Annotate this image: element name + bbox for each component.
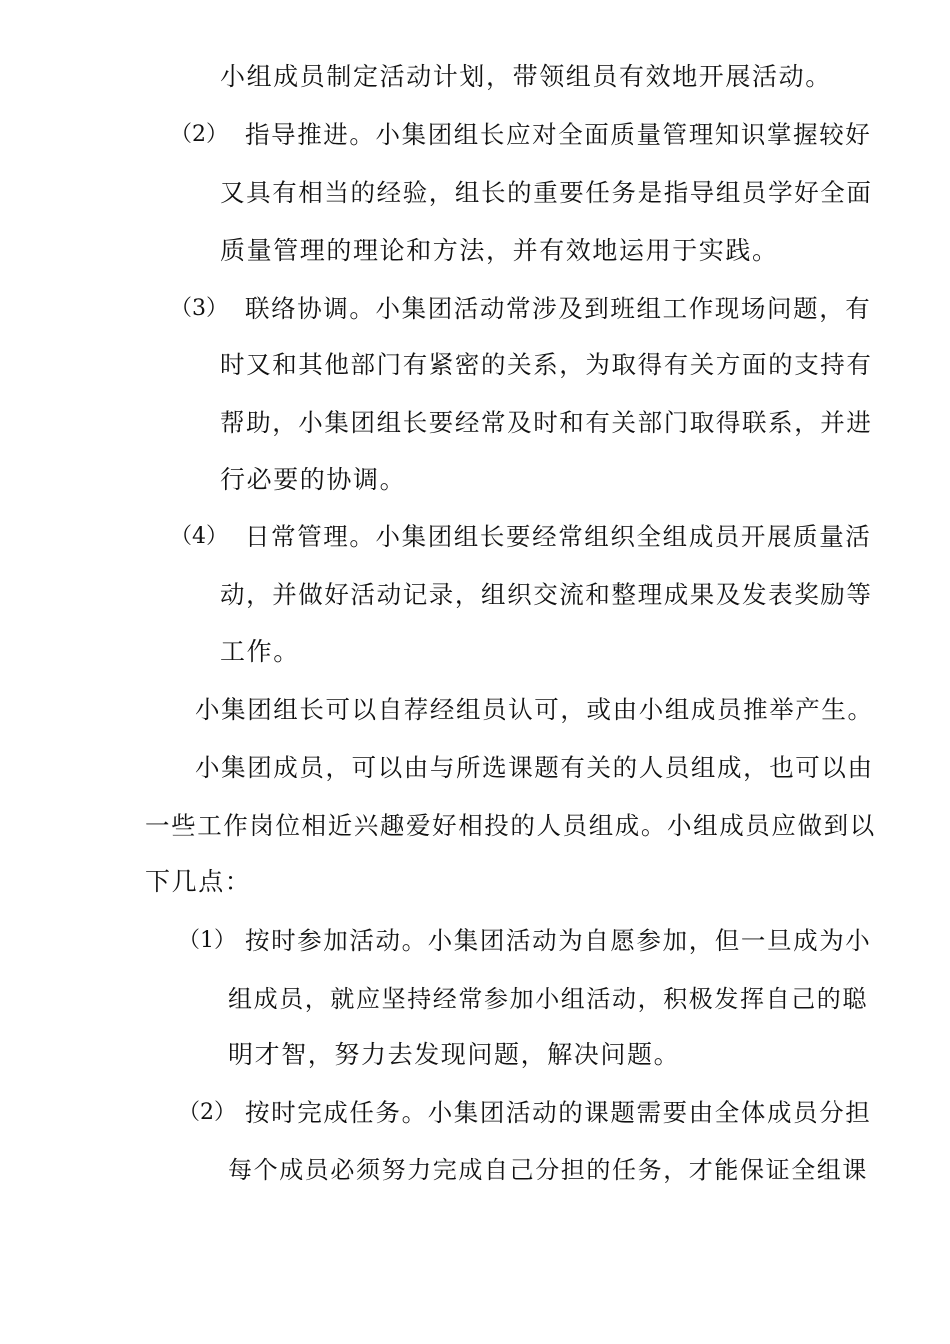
members-paragraph-line: 小集团成员，可以由与所选课题有关的人员组成，也可以由 <box>195 753 874 782</box>
item-number: （1） <box>178 928 236 953</box>
item-text-line: 帮助，小集团组长要经常及时和有关部门取得联系，并进 <box>220 408 873 437</box>
item-number: （3） <box>170 296 228 321</box>
item-text-line: 指导推进。小集团组长应对全面质量管理知识掌握较好 <box>245 120 872 149</box>
leader-selection-paragraph: 小集团组长可以自荐经组员认可，或由小组成员推举产生。 <box>195 695 874 724</box>
item-text-line: 质量管理的理论和方法，并有效地运用于实践。 <box>220 236 779 265</box>
members-paragraph-line: 下几点： <box>145 867 252 896</box>
item-number: （4） <box>170 524 228 549</box>
item-text-line: 按时完成任务。小集团活动的课题需要由全体成员分担 <box>245 1098 872 1127</box>
item-text-line: 行必要的协调。 <box>220 465 407 494</box>
item-text-line: 动，并做好活动记录，组织交流和整理成果及发表奖励等 <box>220 580 873 609</box>
continuation-line: 小组成员制定活动计划，带领组员有效地开展活动。 <box>220 62 832 91</box>
item-text-line: 工作。 <box>220 637 300 666</box>
item-text-line: 联络协调。小集团活动常涉及到班组工作现场问题，有 <box>245 294 872 323</box>
item-text-line: 按时参加活动。小集团活动为自愿参加，但一旦成为小 <box>245 926 872 955</box>
item-text-line: 日常管理。小集团组长要经常组织全组成员开展质量活 <box>245 522 872 551</box>
item-text-line: 明才智，努力去发现问题，解决问题。 <box>228 1040 681 1069</box>
item-text-line: 组成员，就应坚持经常参加小组活动，积极发挥自己的聪 <box>228 985 868 1013</box>
item-text-line: 每个成员必须努力完成自己分担的任务，才能保证全组课 <box>228 1156 868 1184</box>
members-paragraph-line: 一些工作岗位相近兴趣爱好相投的人员组成。小组成员应做到以 <box>145 811 876 840</box>
item-text-line: 又具有相当的经验，组长的重要任务是指导组员学好全面 <box>220 178 873 207</box>
item-number: （2） <box>170 122 228 147</box>
item-number: （2） <box>178 1100 236 1125</box>
item-text-line: 时又和其他部门有紧密的关系，为取得有关方面的支持有 <box>220 350 873 379</box>
